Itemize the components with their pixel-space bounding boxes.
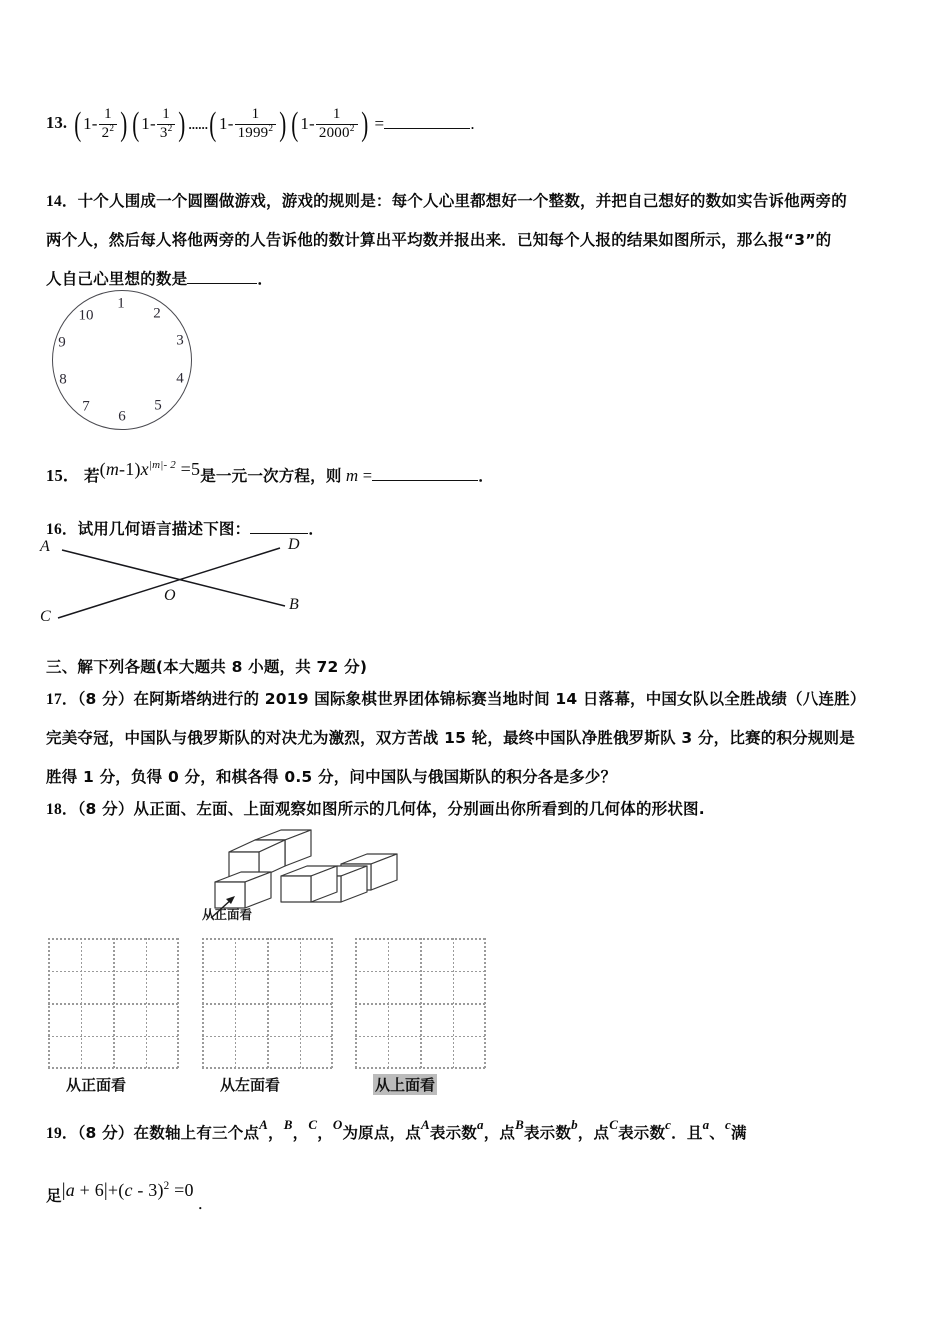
question-19-text-4: 点	[499, 1124, 516, 1142]
grid-front-view[interactable]	[48, 938, 179, 1069]
equals-sign: =	[374, 114, 385, 134]
fraction-2	[157, 107, 176, 142]
question-14-text-2: 两个人，然后每人将他两旁的人告诉他的数计算出平均数并报出来．已知每个人报的结果如图所示，那么报“3”的	[46, 231, 832, 249]
fraction-3-denominator: 1999$^2$	[237, 123, 274, 141]
question-19-and: 且	[686, 1124, 703, 1142]
cube-figure-caption: 从正面看	[202, 907, 253, 922]
question-17-text-1: （8 分）在阿斯塔纳进行的 2019 国际象棋世界团体锦标赛当地时间 14 日落幕，中国女队以全胜战绩（八连胜）	[77, 690, 866, 708]
fraction-4	[316, 107, 358, 142]
answer-blank-15[interactable]	[372, 466, 478, 481]
minus-2: -	[150, 114, 156, 134]
question-19-number: 19．	[46, 1125, 78, 1142]
grid-top-view[interactable]	[355, 938, 486, 1069]
intersecting-lines-figure	[40, 534, 370, 634]
term-one-3: 1	[219, 114, 228, 134]
intersecting-lines-svg	[40, 534, 370, 634]
question-15: 15． 若$(m-1)x^{|m|- 2} =5$是一元一次方程，则 m = ．	[46, 459, 494, 485]
period-16: ．	[308, 520, 325, 538]
minus-3: -	[227, 114, 234, 134]
question-19-text-3: 表示数	[429, 1124, 477, 1142]
question-19-man: 满	[730, 1124, 747, 1142]
question-18-number: 18．	[46, 801, 78, 818]
point-label-B2: B	[515, 1117, 524, 1132]
fraction-3	[235, 107, 277, 142]
value-a: a	[476, 1117, 484, 1132]
fraction-1-numerator: 1	[99, 107, 118, 125]
question-19-text-6: 点	[593, 1124, 610, 1142]
question-19-text-1: （8 分）在数轴上有三个点	[77, 1124, 260, 1142]
grid-left-view-wrap	[202, 938, 333, 1094]
answer-blank-14[interactable]	[187, 269, 257, 284]
paren-open-4: (	[290, 105, 299, 143]
label-B: B	[289, 596, 299, 613]
fraction-4-numerator: 1	[316, 107, 358, 125]
circle-number-5: 5	[154, 397, 162, 414]
point-label-A: A	[259, 1117, 269, 1132]
label-D: D	[288, 536, 300, 553]
paren-close-3: )	[279, 105, 287, 143]
paren-close-4: )	[360, 105, 368, 143]
grid-left-view[interactable]	[202, 938, 333, 1069]
question-17-line-1	[46, 680, 926, 719]
ellipsis: ......	[187, 114, 208, 134]
value-b: b	[571, 1117, 578, 1132]
cube-solid-figure	[193, 822, 403, 934]
grid-front-view-caption: 从正面看	[66, 1076, 127, 1094]
circle-number-6: 6	[118, 408, 126, 425]
grid-front-view-wrap	[48, 938, 179, 1094]
question-19-formula-line	[46, 1176, 215, 1215]
question-15-tail: 是一元一次方程，则	[200, 467, 342, 485]
question-19: 19．（8 分）在数轴上有三个点$^A$，$^B$，$^C$，$^O$为原点，点$^A$表示数$^a$，点$^B$表示数$^b$，点$^C$表示数$^c$．且$^a$、$^c$满	[46, 1117, 747, 1142]
fraction-2-numerator: 1	[157, 107, 176, 125]
point-label-C: C	[308, 1117, 318, 1132]
question-13-expression	[72, 105, 475, 143]
question-17-number: 17．	[46, 691, 78, 708]
circle-number-8: 8	[59, 371, 67, 388]
question-14-number: 14．	[46, 193, 78, 210]
question-15-expression: $(m-1)x^{|m|- 2} =5$	[99, 459, 201, 479]
point-label-C2: C	[609, 1117, 619, 1132]
answer-blank-13[interactable]	[384, 113, 470, 129]
question-17-text-2: 完美夺冠，中国队与俄罗斯队的对决尤为激烈，双方苦战 15 轮，最终中国队净胜俄罗斯队 3 分，比赛的积分规则是	[46, 729, 855, 747]
grid-top-view-caption: 从上面看	[375, 1076, 436, 1094]
grid-left-view-caption: 从左面看	[220, 1076, 281, 1094]
circle-number-7: 7	[82, 398, 90, 415]
question-15-ruo: 若	[83, 467, 100, 485]
question-15-exponent: |m|- 2	[148, 459, 176, 471]
question-16-text: 试用几何语言描述下图：	[77, 520, 251, 538]
question-14	[46, 182, 926, 299]
paren-close-1: )	[120, 105, 128, 143]
circle-number-4: 4	[176, 370, 184, 387]
question-16-number: 16．	[46, 521, 78, 538]
period-19: ．	[197, 1194, 215, 1213]
question-17	[46, 680, 926, 797]
value-c: c	[665, 1117, 672, 1132]
value-c2: c	[724, 1117, 731, 1132]
term-one-1: 1	[83, 114, 92, 134]
question-13	[46, 104, 475, 143]
label-C: C	[40, 608, 51, 625]
question-14-text-3: 人自己心里想的数是	[46, 270, 188, 288]
paren-close-2: )	[178, 105, 186, 143]
fraction-1	[99, 107, 118, 142]
paren-open-2: (	[131, 105, 140, 143]
term-one-2: 1	[141, 114, 150, 134]
question-14-text-1: 十个人围成一个圆圈做游戏，游戏的规则是：每个人心里都想好一个整数，并把自己想好的数如实告诉他两旁的	[77, 192, 847, 210]
grid-top-view-wrap	[355, 938, 486, 1094]
question-19-text-5: 表示数	[523, 1124, 572, 1142]
period-15: ．	[478, 467, 494, 485]
circle-number-10: 10	[78, 307, 94, 324]
answer-blank-16[interactable]	[250, 519, 308, 534]
question-17-text-3: 胜得 1 分，负得 0 分，和棋各得 0.5 分，问中国队与俄国斯队的积分各是多少？	[46, 768, 617, 786]
question-14-line-1	[46, 182, 926, 221]
question-19-formula: |a + 6|+(c - 3)$^2$ =0	[61, 1180, 194, 1201]
minus-1: -	[91, 114, 98, 134]
circle-number-1: 1	[117, 295, 125, 312]
label-O: O	[164, 587, 176, 604]
question-13-number: 13.	[46, 113, 68, 132]
question-19-text-2: 为原点，点	[342, 1124, 421, 1142]
term-one-4: 1	[300, 114, 310, 134]
question-15-number: 15．	[46, 466, 80, 485]
section-3-title: 三、解下列各题(本大题共 8 小题，共 72 分)	[46, 658, 368, 676]
period-14: ．	[257, 270, 274, 288]
paren-open-3: (	[209, 105, 217, 143]
fraction-3-numerator: 1	[235, 107, 277, 125]
paren-open-1: (	[73, 105, 81, 143]
minus-4: -	[309, 114, 315, 134]
fraction-4-denominator: 2000$^2$	[318, 123, 355, 141]
circle-number-3: 3	[176, 332, 184, 349]
line-CD	[58, 548, 280, 618]
circle-number-2: 2	[153, 305, 161, 322]
circle-number-9: 9	[58, 334, 66, 351]
label-A: A	[40, 538, 50, 555]
fraction-2-denominator: $3^2$	[159, 123, 173, 141]
question-18-text: （8 分）从正面、左面、上面观察如图所示的几何体，分别画出你所看到的几何体的形状图.	[77, 800, 705, 818]
circle-of-ten-figure	[46, 286, 221, 431]
cube-front-face-e	[281, 876, 311, 902]
period-13: .	[470, 114, 475, 134]
value-a2: a	[702, 1117, 710, 1132]
point-label-B: B	[283, 1117, 293, 1132]
question-19-text-7: 表示数	[618, 1124, 666, 1142]
point-label-O: O	[332, 1117, 343, 1132]
question-19-zu: 足	[46, 1187, 62, 1205]
point-label-A2: A	[421, 1117, 430, 1132]
fraction-1-denominator: $2^2$	[101, 123, 115, 141]
